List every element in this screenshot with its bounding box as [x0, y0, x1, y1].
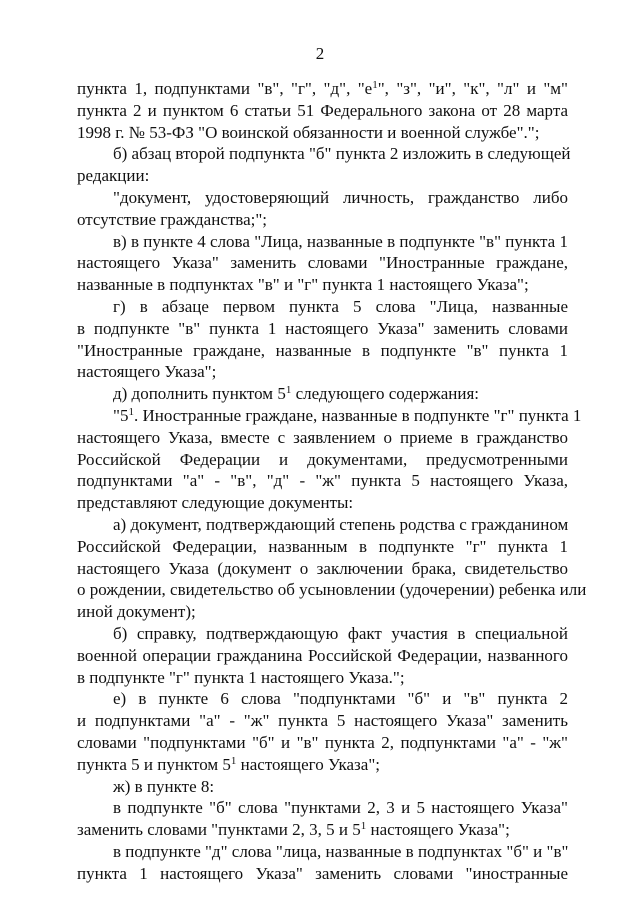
line-text: д) дополнить пунктом 5: [113, 384, 286, 404]
line-text: в подпункте "б" слова "пунктами 2, 3 и 5 настоящего Указа": [113, 798, 568, 818]
line-text: военной операции гражданина Российской Федерации, названного: [77, 645, 568, 665]
text-line: [77, 601, 568, 623]
line-text-after: ", "з", "и", "к", "л" и "м": [377, 79, 568, 98]
line-text: в подпункте "д" слова "лица, названные в подпунктах "б" и "в": [113, 842, 569, 861]
text-line: [77, 558, 568, 580]
line-text: словами "подпунктами "б" и "в" пункта 2, подпунктами "а" - "ж": [77, 733, 568, 752]
line-text: пункта 1, подпунктами "в", "г", "д", "е: [77, 79, 373, 98]
text-line: [113, 405, 582, 427]
line-text: "Иностранные граждане, названные в подпункте "в" пункта 1: [77, 340, 568, 360]
text-line: [113, 231, 568, 253]
text-line: [77, 579, 587, 601]
line-text: в) в пункте 4 слова "Лица, названные в подпункте "в" пункта 1: [113, 231, 568, 251]
superscript: 1: [285, 384, 292, 397]
text-line: [113, 776, 568, 798]
line-text: названные в подпунктах "в" и "г" пункта 1 настоящего Указа";: [77, 275, 529, 295]
text-line: [77, 754, 568, 776]
text-line: [77, 318, 568, 340]
text-line: [77, 667, 568, 689]
line-text: "5: [113, 406, 129, 425]
text-line: [77, 710, 568, 732]
text-line: [77, 492, 568, 514]
text-line: [77, 645, 568, 667]
line-text-after: настоящего Указа";: [366, 820, 510, 840]
text-line: [77, 863, 568, 885]
text-line: [77, 165, 568, 187]
line-text-after: настоящего Указа";: [236, 754, 380, 774]
text-line: [113, 296, 568, 318]
text-line: [77, 78, 568, 100]
line-text: пункта 1 настоящего Указа" заменить словами "иностранные: [77, 863, 568, 883]
line-text: е) в пункте 6 слова "подпунктами "б" и "в" пункта 2: [113, 689, 568, 709]
line-text: представляют следующие документы:: [77, 493, 354, 513]
text-line: [77, 449, 568, 471]
text-line: [113, 383, 568, 405]
line-text: в подпункте "в" пункта 1 настоящего Указа" заменить словами: [77, 318, 568, 338]
text-line: [77, 252, 568, 274]
line-text: Российской Федерации, названным в подпункте "г" пункта 1: [77, 536, 568, 556]
text-line: [113, 797, 568, 819]
text-line: [77, 427, 568, 449]
superscript: 1: [360, 820, 367, 833]
line-text: редакции:: [77, 166, 150, 186]
line-text: а) документ, подтверждающий степень родства с гражданином: [113, 515, 569, 534]
line-text: ж) в пункте 8:: [113, 776, 215, 796]
text-line: [77, 732, 568, 754]
text-line: [113, 688, 568, 710]
line-text-after: следующего содержания:: [291, 384, 479, 404]
text-line: [77, 122, 568, 144]
superscript: 1: [128, 406, 134, 418]
text-line: [113, 187, 568, 209]
page-number: 2: [315, 44, 325, 63]
line-text: Российской Федерации и документами, предусмотренными: [77, 449, 568, 469]
line-text: в подпункте "г" пункта 1 настоящего Указа.";: [77, 667, 405, 687]
line-text: б) справку, подтверждающую факт участия в специальной: [113, 624, 568, 643]
superscript: 1: [372, 79, 378, 91]
line-text: пункта 2 и пунктом 6 статьи 51 Федерального закона от 28 марта: [77, 100, 568, 120]
line-text: б) абзац второй подпункта "б" пункта 2 изложить в следующей: [113, 144, 571, 164]
line-text: о рождении, свидетельство об усыновлении (удочерении) ребенка или: [77, 580, 587, 600]
text-line: [113, 514, 568, 536]
line-text: заменить словами "пунктами 2, 3, 5 и 5: [77, 820, 361, 840]
text-line: [77, 274, 568, 296]
line-text-after: . Иностранные граждане, названные в подпункте "г" пункта 1: [133, 406, 582, 425]
line-text: настоящего Указа (документ о заключении брака, свидетельство: [77, 558, 568, 578]
text-line: [77, 819, 568, 841]
line-text: настоящего Указа, вместе с заявлением о приеме в гражданство: [77, 427, 568, 447]
line-text: отсутствие гражданства;";: [77, 209, 268, 229]
text-line: [77, 340, 568, 362]
line-text: пункта 5 и пунктом 5: [77, 754, 231, 774]
superscript: 1: [230, 754, 237, 767]
line-text: 1998 г. № 53-ФЗ "О воинской обязанности и военной службе".";: [77, 122, 540, 142]
line-text: г) в абзаце первом пункта 5 слова "Лица, названные: [113, 297, 568, 316]
text-line: [113, 841, 568, 863]
text-line: [77, 470, 568, 492]
text-line: [77, 361, 568, 383]
line-text: настоящего Указа";: [77, 362, 217, 382]
text-line: [113, 143, 571, 165]
text-line: [77, 536, 568, 558]
text-line: [113, 623, 568, 645]
text-line: [77, 100, 568, 122]
line-text: "документ, удостоверяющий личность, гражданство либо: [113, 188, 568, 207]
text-line: [77, 209, 568, 231]
line-text: подпунктами "а" - "в", "д" - "ж" пункта 5 настоящего Указа,: [77, 471, 568, 491]
line-text: иной документ);: [77, 602, 196, 622]
line-text: и подпунктами "а" - "ж" пункта 5 настоящего Указа" заменить: [77, 711, 568, 731]
line-text: настоящего Указа" заменить словами "Иностранные граждане,: [77, 253, 568, 273]
